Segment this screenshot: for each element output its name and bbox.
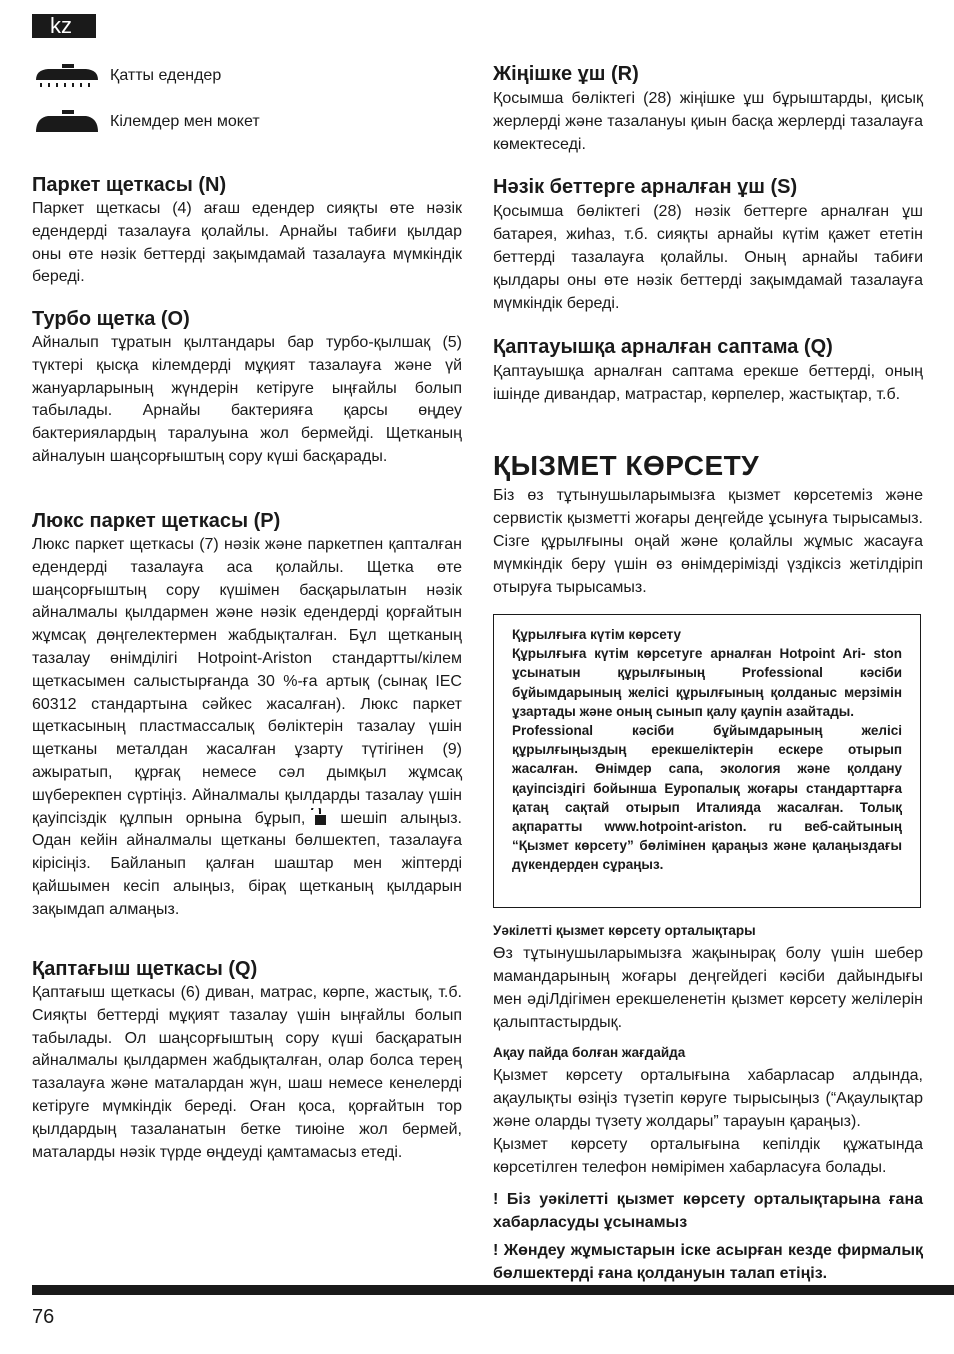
section-title: Турбо щетка (O) xyxy=(32,308,190,330)
brush-bristles-up-icon xyxy=(34,110,100,134)
footer-divider xyxy=(32,1285,954,1295)
box-body: Professional кәсіби бұйымдарының желісі құрылғыңыздың ерекшеліктерін ескере отырып жасалған. Өнімдер сапа, экология және қолдану қауіпсіздігі бойынша Еуропалық жоғары стандарттарға қатаң сақтай отырып Италияда жасалған. Толық ақпаратты www.hotpoint-ariston. ru веб-сайтының “Қызмет көрсету” бөлімінен қараңыз және қалаңыздағы дүкендерден сұраңыз. xyxy=(512,723,902,873)
section-fault xyxy=(493,1044,923,1179)
section-lux-parquet-brush xyxy=(32,508,462,922)
nozzle-mode-carpet xyxy=(34,110,260,134)
nozzle-mode-label: Қатты едендер xyxy=(110,67,222,84)
section-title: Люкс паркет щеткасы (P) xyxy=(32,510,281,532)
warning-original-parts xyxy=(493,1239,923,1285)
section-body: Біз өз тұтынушыларымызға қызмет көрсетеміз және сервистік қызметті жоғары деңгейде ұсынуға тырысамыз. Сізге құрылғыны оңай және қолайлы жұмыс жасауға мүмкіндік беру үшін өз өнімдерімізді үздіксіз жетілдіріп отыруға тырысамыз. xyxy=(493,487,923,597)
section-body: Қаптағыш щеткасы (6) диван, матрас, көрпе, жастық, т.б. Сияқты беттерді мұқият тазалау үшін ыңғайлы болып табылады. Ол шаңсорғыштың сору күші басқаратын айналмалы қылдармен жабдықталған, олар болса терең тазалауға және маталардан жүн, шаш немесе кенелерді кетіруге мүмкіндік береді. Оған қоса, қорғайтын тор қылдардың тазаланатын бетке тиюіне жол бермей, маталарды нәзік түрде өңдеуді қамтамасыз етеді. xyxy=(32,984,463,1161)
section-title: Қаптауышқа арналған саптама (Q) xyxy=(493,336,833,358)
language-badge: kz xyxy=(32,14,96,38)
section-body: Қаптауышқа арналған саптама ерекше беттерді, оның ішінде дивандар, матрастар, көрпелер, жастықтар, т.б. xyxy=(493,363,923,404)
nozzle-mode-label: Кілемдер мен мокет xyxy=(110,113,260,130)
section-body: Паркет щеткасы (4) ағаш едендер сияқты өте нәзік едендерді тазалауға қолайлы. Арнайы табиғи қылдар оны өте нәзік беттерді зақымдамай тазалауға мүмкіндік береді. xyxy=(32,200,463,286)
section-parquet-brush xyxy=(32,172,462,289)
warning-text: ! Жөндеу жұмыстарын іске асырған кезде фирмалық бөлшектерді ғана қолдануын талап етіңіз. xyxy=(493,1242,923,1283)
section-upholstery-brush xyxy=(32,956,462,1164)
warning-authorized-only xyxy=(493,1188,923,1234)
box-heading: Құрылғыға күтім көрсету xyxy=(512,627,682,642)
nozzle-mode-hard-floor xyxy=(34,64,221,88)
section-subheading: Уәкілетті қызмет көрсету орталықтары xyxy=(493,923,756,938)
service-title: ҚЫЗМЕТ КӨРСЕТУ xyxy=(493,450,760,481)
unlock-icon xyxy=(309,808,327,826)
section-delicate-tool xyxy=(493,174,923,315)
section-turbo-brush xyxy=(32,306,462,469)
section-body: Өз тұтынушыларымызға жақынырақ болу үшін шебер мамандарының жоғары деңгейдегі кәсіби дайындығы мен әдіЛдігімен ерекшеленетін қызмет көрсету желілерін қалыптастырдық. xyxy=(493,945,923,1032)
section-body: Қызмет көрсету орталығына хабарласар алдында, ақаулықты өзіңіз түзетіп көруге тырысыңыз (“Ақаулықтар және оларды түзету жолдары” тарауын қараңыз). xyxy=(493,1067,923,1131)
section-title: Жіңішке ұш (R) xyxy=(493,63,639,85)
section-body: Люкс паркет щеткасы (7) нәзік және паркетпен қапталған едендерді тазалауға аса қолайлы. Щетка өте шаңсорғыштың сору күшімен басқарылатын нәзік айналмалы қылдармен және нәзік едендерді қорғайтын жұмсақ дөңгелектермен жабдықталған. Бұл щетканың тазалау өнімділігі Hotpoint-Ariston стандартты/кілем щеткасымен салыстырғанда 30 %-ға артық (сынақ IEC 60312 стандартына сәйкес жасалған). Люкс паркет щеткасының пластмассалық бөліктерін тазалау үшін щетканы металдан жасалған ұзарту түтігінен (9) ажыратып, құрғақ немесе сәл дымқыл жұмсақ шүберекпен сүртіңіз. Айналмалы қылдарды тазалау үшін қауіпсіздік құлпын орнына бұрып, шешіп алыңыз. Одан кейін айналмалы щетканы бөлшектеп, тазалауға кірісіңіз. Байланып қалған шаштар мен жіптерді қайшымен кесіп алыңыз, бірақ щетканың қылдарын зақымдап алмаңыз. xyxy=(32,536,463,918)
section-body: Қызмет көрсету орталығына кепілдік құжатында көрсетілген телефон нөмірімен хабарласуға болады. xyxy=(493,1136,923,1177)
section-crevice-tool xyxy=(493,61,923,156)
section-body: Қосымша бөліктегі (28) нәзік беттерге арналған ұш батарея, жиһаз, т.б. сияқты арнайы күтім қажет ететін беттерді тазалауға қолайлы. Оның арнайы табиғи қылдары оны өте нәзік беттерді зақымдамай тазалауға мүмкіндік береді. xyxy=(493,203,924,313)
section-authorized-centers xyxy=(493,922,923,1034)
brush-bristles-down-icon xyxy=(34,64,100,88)
section-body: Айналып тұратын қылтандары бар турбо-қылшақ (5) түктері қысқа кілемдерді мұқият тазалауға және үй жануарларының жүндерін кетіруге ыңғайлы болып табылады. Арнайы бактерияға қарсы өңдеу бактериялардың таралуына жол бермейді. Щетканың айналуын шаңсорғыштың сору күші басқарады. xyxy=(32,334,463,465)
care-info-box xyxy=(493,614,921,908)
page-number: 76 xyxy=(32,1306,55,1328)
section-subheading: Ақау пайда болған жағдайда xyxy=(493,1045,686,1060)
service-intro xyxy=(493,484,923,599)
section-title: Нәзік беттерге арналған ұш (S) xyxy=(493,176,798,198)
section-body: Қосымша бөліктегі (28) жіңішке ұш бұрыштарды, қисық жерлерді және тазалануы қиын басқа жерлерді тазалауға көмектеседі. xyxy=(493,90,923,154)
warning-text: ! Біз уәкілетті қызмет көрсету орталықтарына ғана хабарласуды ұсынамыз xyxy=(493,1191,923,1232)
section-furniture-nozzle xyxy=(493,334,923,406)
section-title: Паркет щеткасы (N) xyxy=(32,174,227,196)
section-title: Қаптағыш щеткасы (Q) xyxy=(32,958,258,980)
box-body: Құрылғыға күтім көрсетуге арналған Hotpoint Ari- ston ұсынатын құрылғының Professional кәсіби бұйымдарының желісі құрылғының қолданыс мерзімін ұзартады және оның сынып қалу қаупін азайтады. xyxy=(512,646,902,719)
